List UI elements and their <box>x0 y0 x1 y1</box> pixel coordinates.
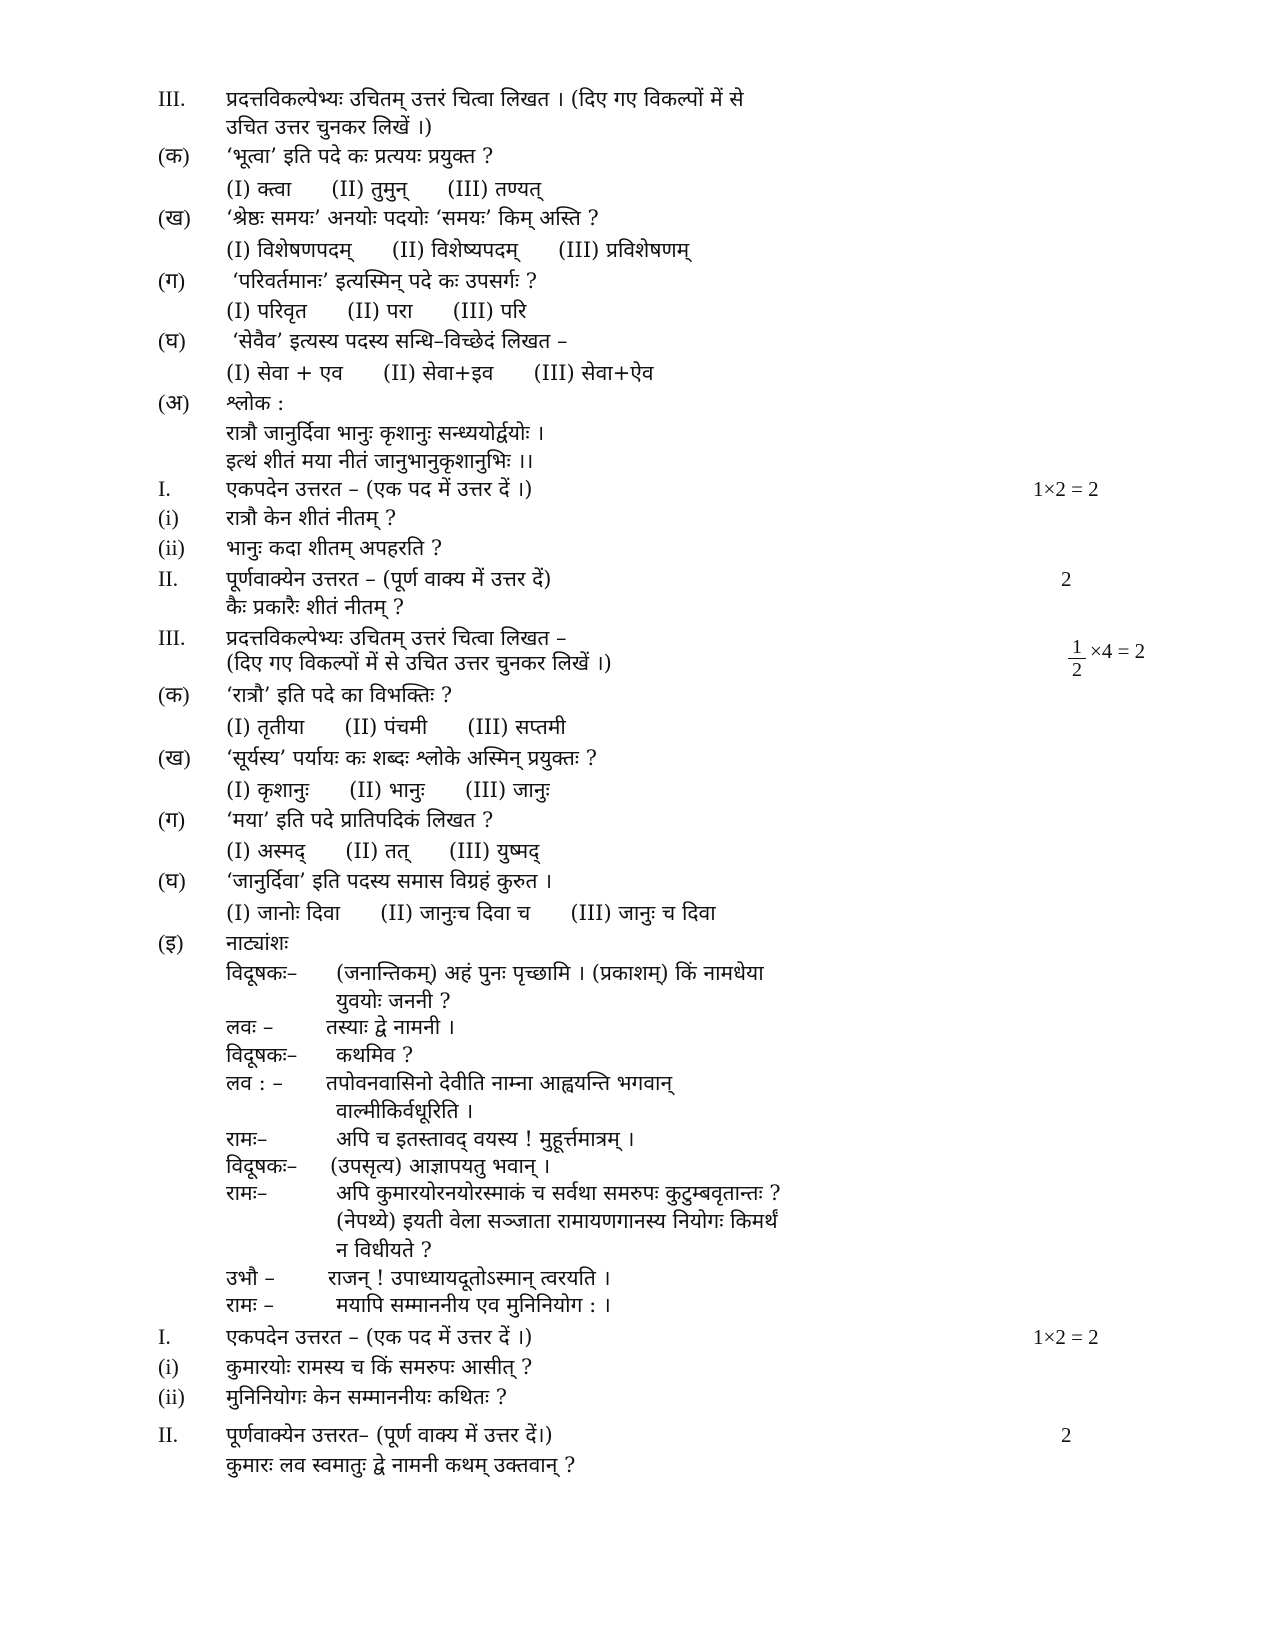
question-number: III. <box>158 86 186 111</box>
option: (III) प्रविशेषणम् <box>558 238 690 262</box>
question-row <box>0 84 1275 114</box>
speaker: लव : – <box>226 1071 283 1095</box>
options-row <box>0 235 1275 265</box>
question-row <box>0 1322 1275 1352</box>
options <box>226 836 579 866</box>
option: (I) विशेषणपदम् <box>226 238 352 262</box>
question-text: कैः प्रकारैः शीतं नीतम् ? <box>226 595 404 619</box>
question-text: ‘भूत्वा’ इति पदे कः प्रत्ययः प्रयुक्त ? <box>226 144 494 168</box>
dialogue-text: युवयोः जननी ? <box>336 989 451 1013</box>
dialogue-line <box>0 1012 1275 1042</box>
options-row <box>0 898 1275 928</box>
fraction-numerator: 1 <box>1068 636 1086 659</box>
option: (II) भानुः <box>349 778 425 802</box>
speaker: रामः – <box>226 1293 275 1317</box>
question-row <box>0 141 1275 171</box>
marks: 2 <box>1061 1423 1072 1447</box>
option: (III) परि <box>452 299 527 323</box>
section-title: नाट्यांशः <box>226 931 289 955</box>
section-label: (अ) <box>158 390 190 415</box>
options-row <box>0 296 1275 326</box>
speaker: रामः– <box>226 1181 268 1205</box>
question-text: (दिए गए विकल्पों में से उचित उत्तर चुनकर लिखें ।) <box>226 651 612 675</box>
option: (II) परा <box>346 299 413 323</box>
question-text: ‘परिवर्तमानः’ इत्यस्मिन् पदे कः उपसर्गः ? <box>232 269 538 293</box>
option: (III) सेवा+ऐव <box>533 361 654 385</box>
question-number: I. <box>158 476 171 501</box>
question-text: पूर्णवाक्येन उत्तरत– (पूर्ण वाक्य में उत्तर दें।) <box>226 1423 553 1447</box>
option: (II) तत् <box>345 839 409 863</box>
option: (II) विशेष्यपदम् <box>391 238 519 262</box>
fraction-denominator: 2 <box>1072 659 1082 681</box>
marks: 1×2 = 2 <box>1033 1325 1099 1349</box>
option: (III) जानुः च दिवा <box>570 901 716 925</box>
speaker: विदूषकः– <box>226 961 298 985</box>
question-text: ‘श्रेष्ठः समयः’ अनयोः पदयोः ‘समयः’ किम् अस्ति ? <box>226 206 599 230</box>
question-text: पूर्णवाक्येन उत्तरत – (पूर्ण वाक्य में उत्तर दें) <box>226 567 552 591</box>
option: (II) जानुःच दिवा च <box>380 901 531 925</box>
fraction-mark <box>1068 636 1086 681</box>
question-number: (ख) <box>158 745 191 770</box>
question-row <box>0 1382 1275 1412</box>
dialogue-text: (उपसृत्य) आज्ञापयतु भवान् । <box>330 1154 551 1178</box>
question-number: (i) <box>158 1354 179 1379</box>
dialogue-text: तस्याः द्वे नामनी । <box>326 1015 455 1039</box>
options <box>226 358 694 388</box>
question-number: II. <box>158 566 179 591</box>
question-text: ‘सूर्यस्य’ पर्यायः कः शब्दः श्लोके अस्मिन् प्रयुक्तः ? <box>226 746 597 770</box>
shloka-line <box>0 446 1275 476</box>
dialogue-line <box>0 1263 1275 1293</box>
question-number: (घ) <box>158 328 186 353</box>
question-row <box>0 112 1275 142</box>
question-text: रात्रौ केन शीतं नीतम् ? <box>226 506 397 530</box>
question-text: ‘मया’ इति पदे प्रातिपदिकं लिखत ? <box>226 808 494 832</box>
question-number: (ग) <box>158 807 186 832</box>
options <box>226 235 729 265</box>
question-text: उचित उत्तर चुनकर लिखें ।) <box>226 115 433 139</box>
options <box>226 174 581 204</box>
question-text: कुमारयोः रामस्य च किं समरुपः आसीत् ? <box>226 1355 533 1379</box>
shloka-line <box>0 418 1275 448</box>
question-number: (ग) <box>158 268 186 293</box>
dialogue-text: (जनान्तिकम्) अहं पुनः पृच्छामि । (प्रकाशम्) किं नामधेया <box>336 961 764 985</box>
section-title: श्लोक : <box>226 391 285 415</box>
question-number: (घ) <box>158 868 186 893</box>
question-text: ‘सेवैव’ इत्यस्य पदस्य सन्धि–विच्छेदं लिखत – <box>232 329 568 353</box>
dialogue-line <box>0 1290 1275 1320</box>
option: (II) तुमुन् <box>331 177 408 201</box>
section-label: (इ) <box>158 930 184 955</box>
dialogue-line <box>0 1206 1275 1236</box>
option: (I) जानोः दिवा <box>226 901 341 925</box>
question-number: (क) <box>158 682 190 707</box>
question-row <box>0 866 1275 896</box>
question-row <box>0 474 1275 504</box>
question-text: मुनिनियोगः केन सम्माननीयः कथितः ? <box>226 1385 508 1409</box>
options-row <box>0 358 1275 388</box>
question-row <box>0 533 1275 563</box>
option: (III) युष्मद् <box>448 839 540 863</box>
fraction-mark-rest: ×4 = 2 <box>1090 639 1146 663</box>
speaker: विदूषकः– <box>226 1043 298 1067</box>
question-row <box>0 592 1275 622</box>
options <box>226 775 590 805</box>
option: (II) सेवा+इव <box>382 361 494 385</box>
question-text: कुमारः लव स्वमातुः द्वे नामनी कथम् उक्तवान् ? <box>226 1453 576 1477</box>
section-heading-row <box>0 928 1275 958</box>
dialogue-line <box>0 958 1275 988</box>
dialogue-text: (नेपथ्ये) इयती वेला सञ्जाता रामायणगानस्य नियोगः किमर्थं <box>336 1209 778 1233</box>
question-text: ‘रात्रौ’ इति पदे का विभक्तिः ? <box>226 683 453 707</box>
dialogue-text: राजन् ! उपाध्यायदूतोऽस्मान् त्वरयति । <box>328 1266 611 1290</box>
dialogue-line <box>0 1040 1275 1070</box>
options <box>226 296 566 326</box>
question-row <box>0 503 1275 533</box>
question-row <box>0 743 1275 773</box>
speaker: विदूषकः– <box>226 1154 298 1178</box>
speaker: रामः– <box>226 1127 268 1151</box>
options-row <box>0 775 1275 805</box>
dialogue-text: अपि च इतस्तावद् वयस्य ! मुहूर्त्तमात्रम् । <box>336 1127 635 1151</box>
question-text: भानुः कदा शीतम् अपहरति ? <box>226 536 443 560</box>
dialogue-text: वाल्मीकिर्वधूरिति । <box>336 1099 474 1123</box>
question-number: (ii) <box>158 1384 185 1409</box>
option: (I) क्त्वा <box>226 177 292 201</box>
question-number: (ख) <box>158 205 191 230</box>
option: (III) सप्तमी <box>467 715 566 739</box>
question-number: III. <box>158 625 186 650</box>
speaker: लवः – <box>226 1015 274 1039</box>
section-heading-row <box>0 388 1275 418</box>
question-row <box>0 1450 1275 1480</box>
dialogue-line <box>0 1068 1275 1098</box>
question-row <box>0 805 1275 835</box>
question-text: प्रदत्तविकल्पेभ्यः उचितम् उत्तरं चित्वा लिखत । (दिए गए विकल्पों में से <box>226 87 744 111</box>
dialogue-line <box>0 1124 1275 1154</box>
question-text: प्रदत्तविकल्पेभ्यः उचितम् उत्तरं चित्वा लिखत – <box>226 626 567 650</box>
question-row <box>0 326 1275 356</box>
question-number: (i) <box>158 505 179 530</box>
option: (III) जानुः <box>464 778 550 802</box>
question-row <box>0 680 1275 710</box>
option: (I) कृशानुः <box>226 778 310 802</box>
question-text: ‘जानुर्दिवा’ इति पदस्य समास विग्रहं कुरुत । <box>226 869 553 893</box>
options <box>226 712 606 742</box>
options <box>226 898 756 928</box>
option: (I) अस्मद् <box>226 839 306 863</box>
question-number: I. <box>158 1324 171 1349</box>
question-row <box>0 203 1275 233</box>
dialogue-text: कथमिव ? <box>336 1043 414 1067</box>
dialogue-line <box>0 1096 1275 1126</box>
dialogue-text: तपोवनवासिनो देवीति नाम्ना आह्वयन्ति भगवान् <box>326 1071 673 1095</box>
option: (II) पंचमी <box>344 715 428 739</box>
question-text: एकपदेन उत्तरत – (एक पद में उत्तर दें ।) <box>226 477 533 501</box>
speaker: उभौ – <box>226 1266 275 1290</box>
shloka-text: इत्थं शीतं मया नीतं जानुभानुकृशानुभिः ।। <box>226 449 534 473</box>
dialogue-line <box>0 1151 1275 1181</box>
options-row <box>0 836 1275 866</box>
option: (I) तृतीया <box>226 715 305 739</box>
question-row <box>0 564 1275 594</box>
dialogue-line <box>0 1235 1275 1265</box>
options-row <box>0 174 1275 204</box>
question-number: (क) <box>158 143 190 168</box>
option: (I) सेवा + एव <box>226 361 343 385</box>
question-number: (ii) <box>158 535 185 560</box>
option: (III) तण्यत् <box>447 177 542 201</box>
option: (I) परिवृत <box>226 299 307 323</box>
marks: 2 <box>1061 567 1072 591</box>
question-row <box>0 1352 1275 1382</box>
question-row <box>0 266 1275 296</box>
question-text: एकपदेन उत्तरत – (एक पद में उत्तर दें ।) <box>226 1325 533 1349</box>
dialogue-line <box>0 1178 1275 1208</box>
dialogue-text: न विधीयते ? <box>336 1238 432 1262</box>
options-row <box>0 712 1275 742</box>
dialogue-text: मयापि सम्माननीय एव मुनिनियोग : । <box>336 1293 611 1317</box>
question-row <box>0 1420 1275 1450</box>
marks: 1×2 = 2 <box>1033 477 1099 501</box>
question-number: II. <box>158 1422 179 1447</box>
shloka-text: रात्रौ जानुर्दिवा भानुः कृशानुः सन्ध्ययोर्द्वयोः । <box>226 421 545 445</box>
dialogue-text: अपि कुमारयोरनयोरस्माकं च सर्वथा समरुपः कुटुम्बवृतान्तः ? <box>336 1181 781 1205</box>
